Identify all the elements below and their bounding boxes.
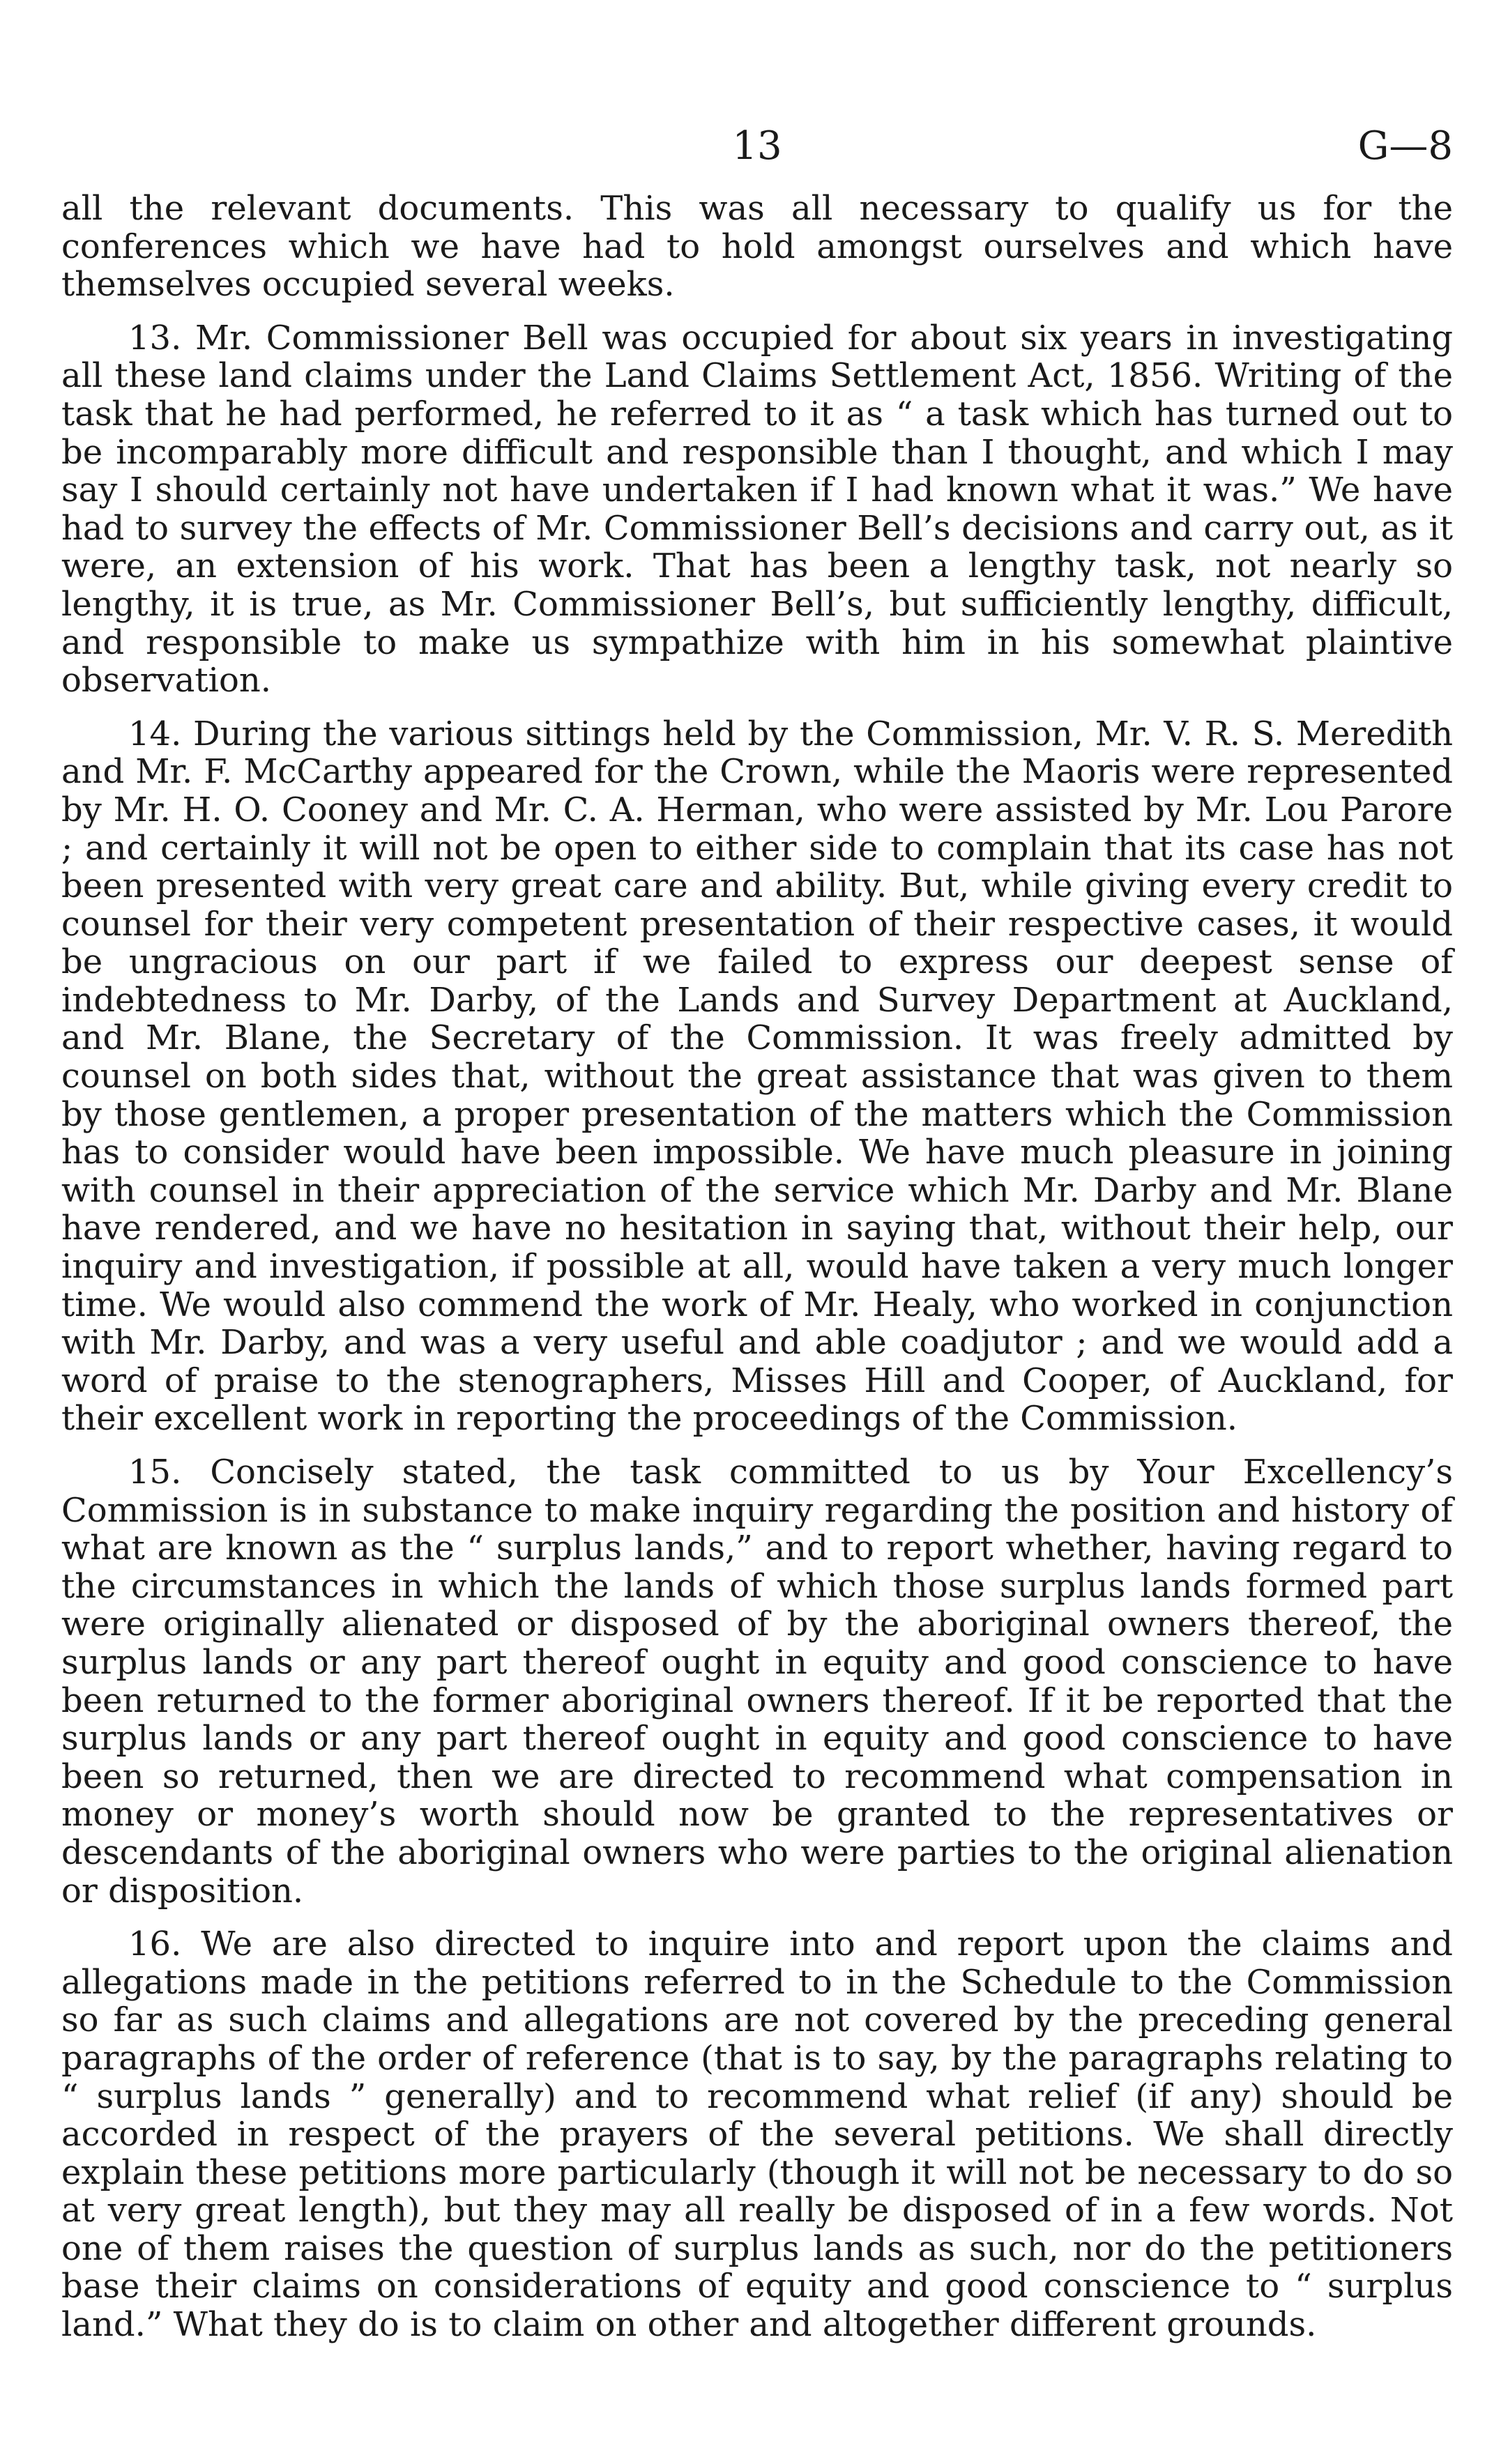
paragraph-14: 14. During the various sittings held by the Commission, Mr. V. R. S. Meredith and Mr. F. McCarthy appeared for the Crown, while the Maoris were represented by Mr. H. O. Cooney and Mr. C. A. Herman, who were assisted by Mr. Lou Parore ; and certainly it will not be open to either side to complain that its case has not been presented with very great care and ability. But, while giving every credit to counsel for their very competent presentation of their respective cases, it would be ungracious on our part if we failed to express our deepest sense of indebtedness to Mr. Darby, of the Lands and Survey Department at Auckland, and Mr. Blane, the Secretary of the Commission. It was freely admitted by counsel on both sides that, without the great assistance that was given to them by those gentlemen, a proper presentation of the matters which the Commission has to consider would have been impossible. We have much pleasure in joining with counsel in their appreciation of the service which Mr. Darby and Mr. Blane have rendered, and we have no hesitation in saying that, without their help, our inquiry and investigation, if possible at all, would have taken a very much longer time. We would also commend the work of Mr. Healy, who worked in conjunction with Mr. Darby, and was a very useful and able coadjutor ; and we would add a word of praise to the stenographers, Misses Hill and Cooper, of Auckland, for their excellent work in reporting the proceedings of the Commission. [61, 714, 1453, 1439]
document-code: G—8 [1357, 123, 1453, 169]
paragraph-16: 16. We are also directed to inquire into and report upon the claims and allegations made in the petitions referred to in the Schedule to the Commission so far as such claims and allegations are not covered by the preceding general paragraphs of the order of reference (that is to say, by the paragraphs relating to “ surplus lands ” generally) and to recommend what relief (if any) should be accorded in respect of the prayers of the several petitions. We shall directly explain these petitions more particularly (though it will not be necessary to do so at very great length), but they may all really be disposed of in a few words. Not one of them raises the question of surplus lands as such, nor do the petitioners base their claims on considerations of equity and good conscience to “ surplus land.” What they do is to claim on other and altogether different grounds. [61, 1924, 1453, 2345]
document-page [61, 118, 1453, 2359]
paragraph-continued: all the relevant documents. This was all necessary to qualify us for the conferences which we have had to hold amongst ourselves and which have themselves occupied several weeks. [61, 189, 1453, 305]
page-number: 13 [732, 123, 782, 169]
paragraph-15: 15. Concisely stated, the task committed to us by Your Excellency’s Commission is in substance to make inquiry regarding the position and history of what are known as the “ surplus lands,” and to report whether, having regard to the circumstances in which the lands of which those surplus lands formed part were originally alienated or disposed of by the aboriginal owners thereof, the surplus lands or any part thereof ought in equity and good conscience to have been returned to the former aboriginal owners thereof. If it be reported that the surplus lands or any part thereof ought in equity and good conscience to have been so returned, then we are directed to recommend what compensation in money or money’s worth should now be granted to the representatives or descendants of the aboriginal owners who were parties to the original alienation or disposition. [61, 1453, 1453, 1911]
page-header [61, 118, 1453, 174]
body-text [61, 190, 1453, 2344]
paragraph-13: 13. Mr. Commissioner Bell was occupied for about six years in investigating all these land claims under the Land Claims Settlement Act, 1856. Writing of the task that he had performed, he referred to it as “ a task which has turned out to be incomparably more difficult and responsible than I thought, and which I may say I should certainly not have undertaken if I had known what it was.” We have had to survey the effects of Mr. Commissioner Bell’s decisions and carry out, as it were, an extension of his work. That has been a lengthy task, not nearly so lengthy, it is true, as Mr. Commissioner Bell’s, but sufficiently lengthy, difficult, and responsible to make us sympathize with him in his somewhat plaintive observation. [61, 318, 1453, 701]
